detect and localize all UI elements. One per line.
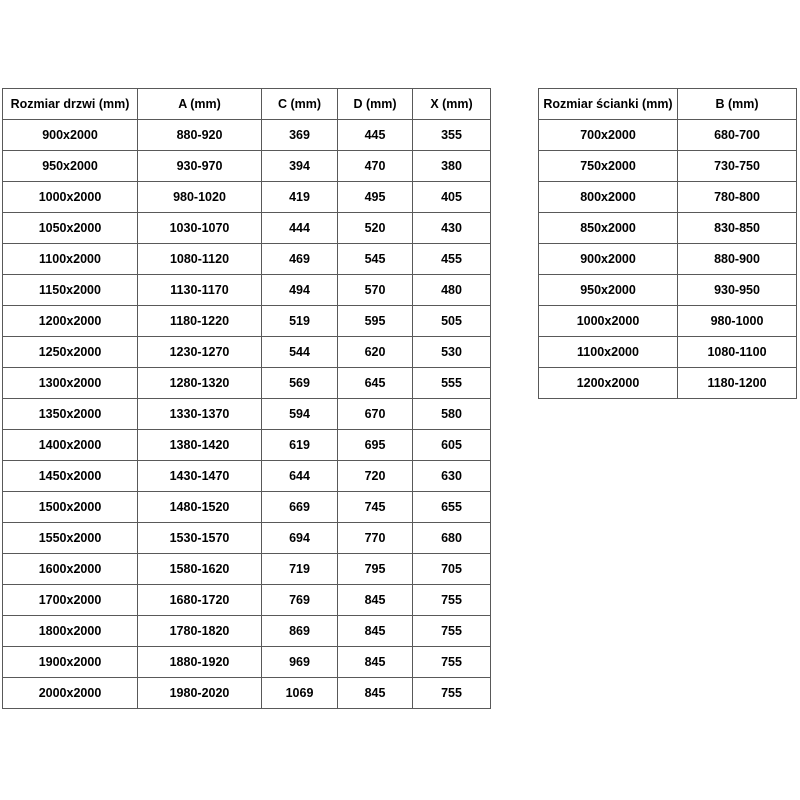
table-cell: 1050x2000: [3, 213, 138, 244]
table-cell: 1200x2000: [539, 368, 678, 399]
table-row: [3, 430, 491, 461]
table-cell: 730-750: [678, 151, 797, 182]
table-cell: 1700x2000: [3, 585, 138, 616]
table-row: [3, 151, 491, 182]
table-cell: 770: [338, 523, 413, 554]
table-cell: 930-970: [138, 151, 262, 182]
table-cell: 1180-1220: [138, 306, 262, 337]
table-cell: 595: [338, 306, 413, 337]
table-cell: 680-700: [678, 120, 797, 151]
wall-table-header-row: [539, 89, 797, 120]
table-cell: 745: [338, 492, 413, 523]
table-row: [3, 244, 491, 275]
table-cell: 380: [413, 151, 491, 182]
table-cell: 405: [413, 182, 491, 213]
table-cell: 1300x2000: [3, 368, 138, 399]
table-row: [539, 368, 797, 399]
table-cell: 795: [338, 554, 413, 585]
table-row: [3, 213, 491, 244]
table-cell: 1100x2000: [539, 337, 678, 368]
table-cell: 705: [413, 554, 491, 585]
column-header: D (mm): [338, 89, 413, 120]
table-cell: 780-800: [678, 182, 797, 213]
table-row: [3, 585, 491, 616]
table-row: [3, 368, 491, 399]
column-header: B (mm): [678, 89, 797, 120]
table-row: [3, 182, 491, 213]
table-cell: 469: [262, 244, 338, 275]
table-row: [3, 461, 491, 492]
table-cell: 1480-1520: [138, 492, 262, 523]
table-row: [3, 337, 491, 368]
column-header: C (mm): [262, 89, 338, 120]
table-cell: 680: [413, 523, 491, 554]
table-cell: 644: [262, 461, 338, 492]
table-cell: 1530-1570: [138, 523, 262, 554]
table-cell: 1100x2000: [3, 244, 138, 275]
table-cell: 1450x2000: [3, 461, 138, 492]
table-cell: 1000x2000: [3, 182, 138, 213]
table-cell: 755: [413, 647, 491, 678]
table-cell: 570: [338, 275, 413, 306]
table-cell: 1080-1100: [678, 337, 797, 368]
table-cell: 619: [262, 430, 338, 461]
table-cell: 750x2000: [539, 151, 678, 182]
table-cell: 880-900: [678, 244, 797, 275]
table-cell: 630: [413, 461, 491, 492]
table-row: [3, 523, 491, 554]
table-cell: 1780-1820: [138, 616, 262, 647]
table-cell: 519: [262, 306, 338, 337]
table-row: [539, 120, 797, 151]
table-cell: 1600x2000: [3, 554, 138, 585]
table-cell: 580: [413, 399, 491, 430]
table-cell: 655: [413, 492, 491, 523]
table-cell: 355: [413, 120, 491, 151]
table-cell: 1069: [262, 678, 338, 709]
door-size-table: [2, 88, 491, 709]
table-cell: 1380-1420: [138, 430, 262, 461]
table-row: [3, 616, 491, 647]
table-row: [539, 151, 797, 182]
table-cell: 1500x2000: [3, 492, 138, 523]
table-cell: 1330-1370: [138, 399, 262, 430]
table-row: [3, 647, 491, 678]
table-row: [3, 306, 491, 337]
table-cell: 620: [338, 337, 413, 368]
table-cell: 1280-1320: [138, 368, 262, 399]
table-cell: 1150x2000: [3, 275, 138, 306]
table-cell: 494: [262, 275, 338, 306]
table-row: [3, 399, 491, 430]
table-row: [539, 275, 797, 306]
table-cell: 900x2000: [3, 120, 138, 151]
table-cell: 1230-1270: [138, 337, 262, 368]
table-cell: 980-1000: [678, 306, 797, 337]
table-row: [3, 492, 491, 523]
table-cell: 495: [338, 182, 413, 213]
table-cell: 930-950: [678, 275, 797, 306]
table-cell: 1880-1920: [138, 647, 262, 678]
table-cell: 1030-1070: [138, 213, 262, 244]
table-cell: 950x2000: [539, 275, 678, 306]
table-cell: 394: [262, 151, 338, 182]
table-cell: 1680-1720: [138, 585, 262, 616]
table-cell: 1800x2000: [3, 616, 138, 647]
table-cell: 419: [262, 182, 338, 213]
table-cell: 430: [413, 213, 491, 244]
table-row: [539, 306, 797, 337]
table-cell: 755: [413, 616, 491, 647]
table-cell: 845: [338, 585, 413, 616]
table-cell: 900x2000: [539, 244, 678, 275]
table-cell: 505: [413, 306, 491, 337]
table-cell: 470: [338, 151, 413, 182]
table-row: [539, 213, 797, 244]
table-cell: 845: [338, 647, 413, 678]
table-cell: 445: [338, 120, 413, 151]
table-row: [3, 275, 491, 306]
table-row: [3, 120, 491, 151]
table-row: [539, 337, 797, 368]
table-cell: 695: [338, 430, 413, 461]
table-cell: 1400x2000: [3, 430, 138, 461]
table-cell: 605: [413, 430, 491, 461]
wall-size-table: [538, 88, 797, 399]
table-cell: 520: [338, 213, 413, 244]
table-cell: 369: [262, 120, 338, 151]
door-table-body: [3, 120, 491, 709]
table-row: [3, 678, 491, 709]
table-cell: 830-850: [678, 213, 797, 244]
table-cell: 1250x2000: [3, 337, 138, 368]
table-cell: 594: [262, 399, 338, 430]
table-cell: 530: [413, 337, 491, 368]
table-cell: 480: [413, 275, 491, 306]
table-cell: 845: [338, 678, 413, 709]
table-cell: 800x2000: [539, 182, 678, 213]
door-table-header-row: [3, 89, 491, 120]
table-cell: 555: [413, 368, 491, 399]
table-cell: 1980-2020: [138, 678, 262, 709]
table-cell: 720: [338, 461, 413, 492]
table-cell: 1550x2000: [3, 523, 138, 554]
table-row: [539, 244, 797, 275]
table-cell: 769: [262, 585, 338, 616]
table-cell: 1180-1200: [678, 368, 797, 399]
table-cell: 1900x2000: [3, 647, 138, 678]
table-cell: 444: [262, 213, 338, 244]
table-row: [539, 182, 797, 213]
table-cell: 980-1020: [138, 182, 262, 213]
table-cell: 455: [413, 244, 491, 275]
table-cell: 569: [262, 368, 338, 399]
table-cell: 850x2000: [539, 213, 678, 244]
table-cell: 645: [338, 368, 413, 399]
table-cell: 719: [262, 554, 338, 585]
table-cell: 969: [262, 647, 338, 678]
column-header: Rozmiar drzwi (mm): [3, 89, 138, 120]
table-cell: 700x2000: [539, 120, 678, 151]
table-cell: 1130-1170: [138, 275, 262, 306]
column-header: X (mm): [413, 89, 491, 120]
table-cell: 845: [338, 616, 413, 647]
table-cell: 669: [262, 492, 338, 523]
table-cell: 1430-1470: [138, 461, 262, 492]
table-cell: 544: [262, 337, 338, 368]
table-cell: 1350x2000: [3, 399, 138, 430]
table-cell: 869: [262, 616, 338, 647]
table-cell: 1080-1120: [138, 244, 262, 275]
column-header: A (mm): [138, 89, 262, 120]
table-cell: 950x2000: [3, 151, 138, 182]
table-cell: 1580-1620: [138, 554, 262, 585]
table-cell: 1000x2000: [539, 306, 678, 337]
table-row: [3, 554, 491, 585]
wall-table-body: [539, 120, 797, 399]
table-cell: 670: [338, 399, 413, 430]
table-cell: 2000x2000: [3, 678, 138, 709]
table-cell: 1200x2000: [3, 306, 138, 337]
table-cell: 545: [338, 244, 413, 275]
table-cell: 880-920: [138, 120, 262, 151]
table-cell: 755: [413, 678, 491, 709]
table-cell: 755: [413, 585, 491, 616]
table-cell: 694: [262, 523, 338, 554]
column-header: Rozmiar ścianki (mm): [539, 89, 678, 120]
